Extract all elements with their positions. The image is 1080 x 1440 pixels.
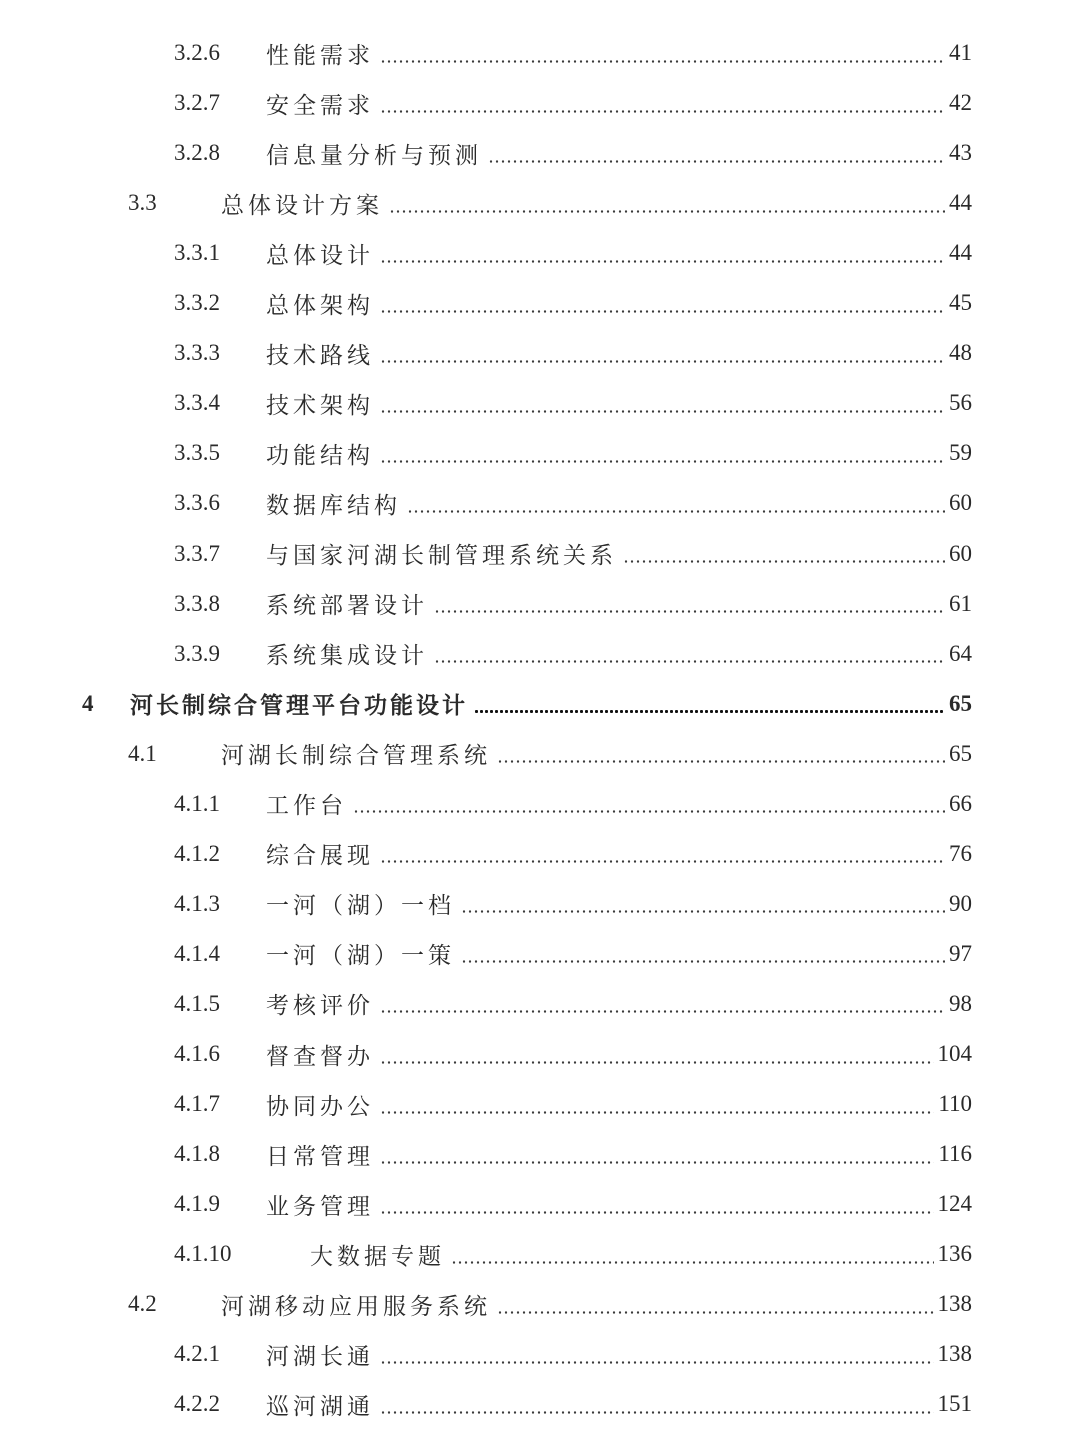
toc-entry-title: 性能需求 bbox=[266, 42, 374, 69]
dot-leader bbox=[380, 1061, 934, 1064]
dot-leader bbox=[353, 810, 945, 813]
toc-entry[interactable] bbox=[174, 1384, 972, 1424]
toc-entry-title: 与国家河湖长制管理系统关系 bbox=[266, 543, 617, 569]
toc-entry-title: 日常管理 bbox=[266, 1143, 374, 1170]
toc-entry[interactable] bbox=[174, 1334, 972, 1374]
toc-entry[interactable] bbox=[174, 884, 972, 924]
toc-entry-page-number: 42 bbox=[949, 90, 972, 115]
toc-entry-page-number: 98 bbox=[949, 990, 972, 1016]
toc-entry[interactable] bbox=[174, 483, 972, 523]
toc-entry-number: 3.3.4 bbox=[174, 390, 220, 416]
toc-entry-title: 督查督办 bbox=[266, 1043, 374, 1070]
dot-leader bbox=[380, 1211, 934, 1214]
toc-entry-page-number: 59 bbox=[949, 440, 972, 466]
toc-entry-title: 河湖长制综合管理系统 bbox=[221, 743, 491, 770]
toc-entry[interactable] bbox=[174, 934, 972, 974]
toc-entry[interactable] bbox=[174, 1084, 972, 1124]
toc-entry-title: 总体设计方案 bbox=[221, 192, 383, 219]
toc-entry-title: 安全需求 bbox=[266, 92, 374, 119]
toc-entry-page-number: 65 bbox=[949, 740, 972, 766]
dot-leader bbox=[380, 260, 945, 263]
dot-leader bbox=[380, 860, 945, 863]
dot-leader bbox=[451, 1261, 934, 1264]
toc-entry-title: 协同办公 bbox=[266, 1093, 374, 1120]
toc-entry-title: 一河（湖）一档 bbox=[266, 893, 455, 920]
toc-entry-title: 工作台 bbox=[266, 793, 347, 820]
toc-entry[interactable] bbox=[174, 83, 972, 123]
toc-entry[interactable] bbox=[174, 984, 972, 1024]
toc-entry[interactable] bbox=[174, 33, 972, 73]
toc-entry[interactable] bbox=[174, 333, 972, 373]
dot-leader bbox=[380, 410, 945, 413]
toc-entry-number: 4.1.7 bbox=[174, 1091, 220, 1116]
dot-leader bbox=[497, 1311, 934, 1314]
toc-entry-number: 3.3 bbox=[128, 190, 157, 216]
toc-entry-page-number: 90 bbox=[949, 890, 972, 916]
dot-leader bbox=[380, 1111, 934, 1114]
toc-entry-page-number: 97 bbox=[949, 940, 972, 966]
dot-leader bbox=[623, 560, 945, 563]
toc-entry-title: 总体设计 bbox=[266, 242, 374, 269]
toc-entry-number: 3.3.5 bbox=[174, 440, 220, 466]
toc-entry-number: 4.1.2 bbox=[174, 840, 220, 866]
toc-entry[interactable] bbox=[174, 834, 972, 874]
toc-entry[interactable] bbox=[174, 784, 972, 824]
toc-entry-page-number: 56 bbox=[949, 390, 972, 416]
dot-leader bbox=[380, 110, 945, 113]
toc-entry-page-number: 110 bbox=[938, 1091, 972, 1116]
dot-leader bbox=[461, 910, 945, 913]
toc-entry-page-number: 138 bbox=[937, 1341, 972, 1367]
toc-entry[interactable] bbox=[174, 283, 972, 323]
toc-entry-page-number: 61 bbox=[949, 590, 972, 616]
toc-entry-number: 3.3.7 bbox=[174, 540, 220, 566]
dot-leader bbox=[380, 1361, 934, 1364]
toc-entry-page-number: 76 bbox=[949, 840, 972, 866]
toc-entry[interactable] bbox=[174, 1234, 972, 1274]
toc-entry-title: 技术架构 bbox=[266, 392, 374, 419]
toc-entry[interactable] bbox=[174, 133, 972, 173]
toc-entry-title: 功能结构 bbox=[266, 442, 374, 469]
toc-entry-title: 综合展现 bbox=[266, 843, 374, 870]
toc-entry-page-number: 41 bbox=[949, 40, 972, 65]
toc-entry-number: 4.1.1 bbox=[174, 790, 220, 816]
toc-entry[interactable] bbox=[174, 433, 972, 473]
toc-entry-title: 系统集成设计 bbox=[266, 643, 428, 670]
toc-entry-number: 4.2.1 bbox=[174, 1341, 220, 1367]
toc-entry[interactable] bbox=[82, 684, 972, 724]
dot-leader bbox=[380, 460, 945, 463]
toc-entry-page-number: 138 bbox=[937, 1291, 972, 1317]
toc-entry-title: 一河（湖）一策 bbox=[266, 943, 455, 970]
toc-entry-page-number: 124 bbox=[937, 1191, 972, 1217]
toc-entry-page-number: 116 bbox=[938, 1141, 972, 1167]
dot-leader bbox=[380, 60, 945, 63]
toc-entry-number: 4 bbox=[82, 690, 94, 716]
toc-entry-number: 4.1.6 bbox=[174, 1041, 220, 1066]
toc-entry-title: 大数据专题 bbox=[310, 1243, 445, 1270]
toc-entry[interactable] bbox=[174, 233, 972, 273]
toc-entry-number: 3.2.6 bbox=[174, 40, 220, 65]
toc-entry[interactable] bbox=[128, 734, 972, 774]
toc-entry-page-number: 60 bbox=[949, 540, 972, 566]
toc-entry[interactable] bbox=[174, 1134, 972, 1174]
toc-entry-page-number: 66 bbox=[949, 790, 972, 816]
toc-entry-number: 3.3.6 bbox=[174, 490, 220, 516]
toc-entry-number: 3.3.2 bbox=[174, 290, 220, 316]
toc-entry-title: 考核评价 bbox=[266, 993, 374, 1020]
toc-entry-title: 信息量分析与预测 bbox=[266, 142, 482, 169]
toc-entry-page-number: 65 bbox=[949, 690, 972, 716]
toc-entry-title: 业务管理 bbox=[266, 1193, 374, 1220]
dot-leader bbox=[497, 760, 945, 763]
toc-entry-page-number: 43 bbox=[949, 140, 972, 166]
toc-entry-page-number: 48 bbox=[949, 340, 972, 366]
toc-entry-title: 巡河湖通 bbox=[266, 1393, 374, 1420]
dot-leader bbox=[474, 710, 945, 713]
toc-entry[interactable] bbox=[174, 1184, 972, 1224]
toc-entry-title: 技术路线 bbox=[266, 342, 374, 369]
dot-leader bbox=[380, 1411, 934, 1414]
toc-entry-page-number: 104 bbox=[937, 1041, 972, 1066]
toc-entry-number: 3.2.7 bbox=[174, 90, 220, 115]
toc-entry-title: 河湖移动应用服务系统 bbox=[221, 1293, 491, 1320]
toc-entry-page-number: 60 bbox=[949, 490, 972, 516]
toc-entry-number: 4.1.3 bbox=[174, 890, 220, 916]
toc-entry-number: 3.3.8 bbox=[174, 590, 220, 616]
dot-leader bbox=[407, 510, 945, 513]
toc-entry-title: 总体架构 bbox=[266, 292, 374, 319]
toc-entry[interactable] bbox=[128, 1284, 972, 1324]
toc-entry-page-number: 151 bbox=[937, 1391, 972, 1417]
toc-entry-page-number: 45 bbox=[949, 290, 972, 316]
toc-entry-number: 3.2.8 bbox=[174, 140, 220, 166]
toc-entry-number: 3.3.1 bbox=[174, 240, 220, 266]
dot-leader bbox=[461, 960, 945, 963]
dot-leader bbox=[389, 210, 945, 213]
toc-entry[interactable] bbox=[174, 1034, 972, 1074]
toc-entry[interactable] bbox=[174, 634, 972, 674]
dot-leader bbox=[434, 660, 945, 663]
toc-entry-page-number: 136 bbox=[937, 1241, 972, 1267]
dot-leader bbox=[488, 160, 945, 163]
dot-leader bbox=[380, 1010, 945, 1013]
dot-leader bbox=[434, 610, 945, 613]
toc-entry-number: 3.3.3 bbox=[174, 340, 220, 366]
toc-entry[interactable] bbox=[174, 534, 972, 574]
toc-entry-number: 4.1 bbox=[128, 740, 157, 766]
toc-entry[interactable] bbox=[174, 383, 972, 423]
toc-entry-page-number: 44 bbox=[949, 190, 972, 216]
toc-entry-title: 河湖长通 bbox=[266, 1343, 374, 1370]
toc-entry[interactable] bbox=[174, 584, 972, 624]
toc-entry-number: 4.2.2 bbox=[174, 1391, 220, 1417]
dot-leader bbox=[380, 310, 945, 313]
toc-entry-title: 河长制综合管理平台功能设计 bbox=[130, 692, 468, 720]
toc-entry-number: 4.1.10 bbox=[174, 1241, 232, 1267]
toc-entry-page-number: 44 bbox=[949, 240, 972, 266]
toc-entry-number: 4.1.9 bbox=[174, 1191, 220, 1217]
toc-entry-number: 4.2 bbox=[128, 1291, 157, 1317]
dot-leader bbox=[380, 1161, 934, 1164]
toc-entry[interactable] bbox=[128, 183, 972, 223]
dot-leader bbox=[380, 360, 945, 363]
toc-entry-number: 4.1.5 bbox=[174, 990, 220, 1016]
toc-entry-number: 4.1.8 bbox=[174, 1141, 220, 1167]
toc-entry-number: 4.1.4 bbox=[174, 940, 220, 966]
toc-entry-title: 系统部署设计 bbox=[266, 593, 428, 619]
toc-entry-number: 3.3.9 bbox=[174, 640, 220, 666]
toc-entry-title: 数据库结构 bbox=[266, 492, 401, 519]
toc-entry-page-number: 64 bbox=[949, 640, 972, 666]
